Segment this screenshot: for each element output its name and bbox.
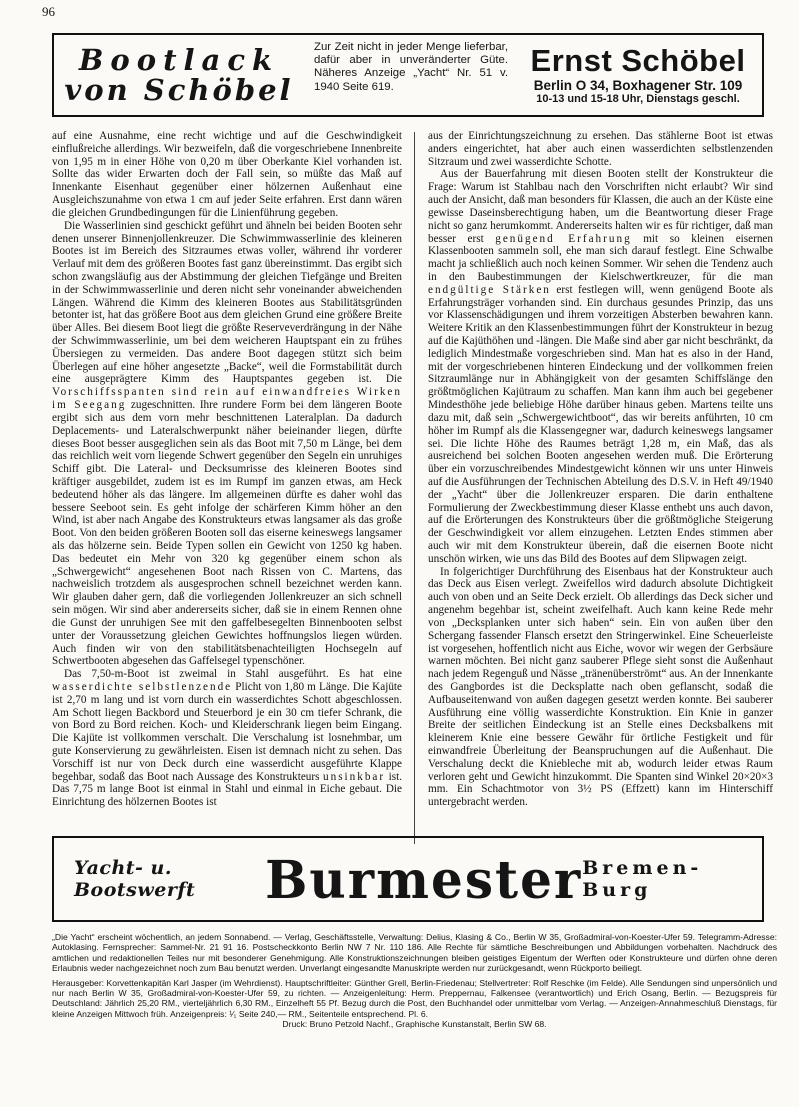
imprint	[52, 932, 777, 1030]
text-run: Das 7,50-m-Boot ist zweimal in Stahl ausgeführt. Es hat eine	[64, 668, 402, 681]
column-divider	[414, 132, 415, 844]
paragraph	[428, 168, 773, 565]
paragraph	[52, 220, 402, 668]
text-run: mit so kleinen eisernen Klassenbooten sammeln soll, ehe man sich darauf festlegt. Eine Schwalbe macht ja schließlich auch noch keinen Sommer. Wir sehen die Tendenz auch in den Baubestimmungen der Kielschwertkreuzer, für die man	[428, 232, 773, 283]
advert-hours: 10-13 und 15-18 Uhr, Dienstags geschl.	[536, 93, 740, 105]
text-run: erst festlegen will, wenn genügend Boote als Erfahrungsträger vorhanden sind. Ein durchaus gesundes Prinzip, das uns vor Klassenschädigungen und ihrem vorzeitigen Absterben bewahren kann. Weitere Kritik an den Klassenbestimmungen führt der Konstrukteur in bezug auf die Kajüthöhen und -längen. Die Maße sind aber gar nicht beschränkt, da lediglich Mindestmaße vorgeschrieben sind. Man hat es also in der Hand, mit der vorgeschriebenen hinteren Eindeckung und der vollkommen freien Sitzraumlänge nur in Abhängigkeit von der gesamten Schiffslänge den größtmöglichen Kajütraum zu schaffen. Man kann ihm auch bei gegebener Mindesthöhe jede beliebige Höhe darüber hinaus geben. Martens teilte uns dazu mit, daß sein „Schwergewichtboot“, das wir bereits anführten, 10 cm höher im Rumpf als die Klassengegner war, dadurch keineswegs langsamer sei. Die lichte Höhe des Raumes beträgt 1,28 m, ein Maß, das als ausreichend bei solchen Booten angesehen werden muß. Die Erörterung über ein vorzuschreibendes Mindestgewicht können wir uns unter Hinweis auf die Ausführungen der Technischen Abteilung des D.S.V. in Heft 49/1940 der „Yacht“ über die Jollenkreuzer ersparen. Die darin enthaltene Formulierung der Zweckbestimmung dieser Klasse enthebt uns auch davon, auf die Erörterungen des Konstrukteurs über die größtmögliche Steigerung der Geschwindigkeit vor allem einzugehen. Letzten Endes stimmen aber auch wir mit dem Konstrukteur überein, daß die eisernen Boote nicht unschön wirken, wie uns das Bild des Bootes auf dem Slipwagen zeigt.	[428, 283, 773, 565]
imprint-editors: Herausgeber: Korvettenkapitän Karl Jasper (im Wehrdienst). Hauptschriftleiter: Günther Grell, Berlin-Friedenau; Stellvertreter: Rolf Reschke (im Felde). Alle Sendungen sind unpersönlich und nur nach Berlin W 35, Großadmiral-von-Koester-Ufer 59, zu richten. — Anzeigenleitung: Herm. Preppernau, Falkensee (verantwortlich) und Erich Osang, Berlin. — Bezugspreis für Deutschland: Jährlich 25,20 RM., vierteljährlich 6,30 RM., Einzelheft 55 Pf. Bezug durch die Post, den Buchhandel oder unmittelbar vom Verlag. — Anzeigen-Annahmeschluß Dienstags, für kleine Anzeigen Mittwoch früh. Anzeigenpreis: ¹⁄₁ Seite 240,— RM., Seitenteile entsprechend. Pl. 6.	[52, 977, 777, 1019]
paragraph	[52, 668, 402, 809]
imprint-printer: Druck: Bruno Petzold Nachf., Graphische Kunstanstalt, Berlin SW 68.	[282, 1019, 547, 1030]
advert-yard-label: Yacht- u. Bootswerft	[74, 857, 196, 901]
advert-burmester	[52, 836, 764, 922]
paragraph: In folgerichtiger Durchführung des Eisenbaus hat der Konstrukteur auch das Deck aus Eisen verlegt. Zweifellos wird dadurch absolute Dichtigkeit auch von oben und an Seite Deck erzielt. Ob allerdings das Deck sicher und angenehm begehbar ist, scheint zweifelhaft. Auch kann keine Rede mehr von „Decksplanken unter sich haben“ sein. Ein von außen über den Schergang fassender Flansch ersetzt den Stringerwinkel. Eine Scheuerleiste ist vorgesehen, hoffentlich nicht aus Eiche, wovor wir wegen der Gerbsäure warnen möchten. Bei nicht ganz sauberer Pflege sieht sonst die Außenhaut nach jedem Regenguß und Nässe „tränenüberströmt“ aus. An der Innenkante des Gangbordes ist die Decksplatte nach oben geflanscht, sodaß die Aufbauseitenwand von außen dagegen gesetzt werden konnte. Bei sauberer Ausführung eine völlig wasserdichte Konstruktion. Ein Knie in ganzer Breite der seitlichen Eindeckung ist an Stelle eines Decksbalkens mit kleinerem Knie eine bessere Gewähr für örtliche Festigkeit und für einwandfreie Überleitung der Beanspruchungen auf die Außenhaut. Die Verschalung deckt die Kniebleche mit ab, wodurch leider etwas Raum verloren geht und Gewicht hinzukommt. Die Spanten sind Winkel 20×20×3 mm. Ein Schachtmotor von 3½ PS (Effzett) kann im Hinterschiff untergebracht werden.	[428, 565, 773, 809]
article-column-left	[52, 130, 402, 809]
spaced-text: unsinkbar	[323, 770, 386, 783]
page-number: 96	[42, 4, 55, 19]
advert-brand-line2: von Schöbel	[64, 73, 294, 107]
text-run: ist. Das 7,75 m lange Boot ist einmal in Stahl und einmal in Eiche gebaut. Die Einrichtung des hölzernen Bootes ist	[52, 770, 403, 809]
advert-company-block	[514, 35, 762, 115]
advert-brand	[54, 35, 304, 115]
advert-company-name: Ernst Schöbel	[530, 43, 746, 78]
text-run: Die Wasserlinien sind geschickt geführt und ähneln bei beiden Booten sehr denen unserer Binnenjollenkreuzer. Die Schwimmwasserlinie des kleineren Bootes ist im Bereich des Sitzraumes etwas voller, während ihr vorderer Verlauf mit dem des größeren Bootes fast ganz übereinstimmt. Das ergibt sich schon zwangsläufig aus der Abstimmung der gleichen Tiefgänge und Breiten in der Schwimmwasserlinie und deren nicht sehr voneinander abweichenden Längen. Während die Kimm des kleineren Bootes aus Stabilitätsgründen betonter ist, hat das größere Boot aus dem gleichen Grund eine größere Breite über Alles. Bei diesem Boot liegt die größte Reserveverdrängung in der Nähe der Schwimmwasserlinie, um bei dem weicheren Hauptspant ein zu frühes Übersiegen zu vermeiden. Das andere Boot dagegen stützt sich beim Überlegen auf eine höher angesetzte „Backe“, weil die Formstabilität durch eine ausgeprägtere Kimm des Hauptspantes gegeben ist. Die	[52, 219, 402, 386]
advert-address: Berlin O 34, Boxhagener Str. 109	[533, 78, 743, 93]
advert-yard-place: Bremen-Burg	[582, 857, 703, 901]
imprint-publisher: „Die Yacht“ erscheint wöchentlich, an jedem Sonnabend. — Verlag, Geschäftsstelle, Verwaltung: Delius, Klasing & Co., Berlin W 35, Großadmiral-von-Koester-Ufer 59. Telegramm-Adresse: Autoklasing. Fernsprecher: Sammel-Nr. 21 91 16. Postscheckkonto Berlin NW 7 Nr. 110 186. Alle Rechte für sämtliche Beschreibungen und Abbildungen vorbehalten. Nachdruck des amtlichen und redaktionellen Teiles nur mit besonderer Genehmigung. Alle Konstruktionszeichnungen bleiben geistiges Eigentum der Werften oder Konstrukteure und dürfen ohne deren Erlaubnis weder nachgezeichnet noch zum Bau benutzt werden. Unverlangt eingesandte Manuskripte werden nur zurückgesandt, wenn Rückporto beiliegt.	[52, 932, 777, 974]
paragraph: aus der Einrichtungszeichnung zu ersehen. Das stählerne Boot ist etwas anders eingerichtet, hat aber auch einen wasserdichten selbstlenzenden Sitzraum und zwei wasserdichte Schotte.	[428, 130, 773, 168]
article-column-right	[428, 130, 773, 809]
spaced-text: Vorschiffsspanten sind rein auf einwandfreies Wirken im Seegang	[52, 386, 402, 412]
advert-text: Zur Zeit nicht in jeder Menge lieferbar, dafür aber in unveränderter Güte. Näheres Anzeige „Yacht“ Nr. 51 v. 1940 Seite 619.	[314, 41, 508, 93]
advert-schoebel	[52, 33, 764, 117]
advert-brand-line1: Bootlack	[78, 43, 280, 77]
text-run: Plicht von 1,80 m Länge. Die Kajüte ist 2,70 m lang und ist vorn durch ein wasserdichtes Schott abgeschlossen. Am Schott liegen Backbord und Steuerbord je ein 30 cm tiefer Schrank, die von Bord zu Bord reichen. Koch- und Kleiderschrank liegen beim Eingang. Die Kajüte ist vollkommen verschalt. Die Verschalung ist losnehmbar, um gute Konservierung zu gewährleisten. Eisen ist demnach nicht zu sehen. Das Vorschiff ist nur von Deck durch eine wasserdicht ausgeführte Klappe begehbar, sodaß das Boot nach Aussage des Konstrukteurs	[52, 680, 403, 783]
text-run: Aus der Bauerfahrung mit diesen Booten stellt der Konstrukteur die Frage: Warum ist Stahlbau nach den Vorschriften nicht erlaubt? Wir sind auch der Ansicht, daß man besonders für Klassen, die auch an der Küste eine gewisse Daseinsberechtigung haben, um die Beantwortung dieser Frage nicht so ganz herumkommt. Andererseits halten wir es für richtiger, daß man besser erst	[428, 168, 773, 245]
spaced-text: wasserdichte selbstlenzende	[52, 680, 233, 693]
spaced-text: genügend Erfahrung	[495, 232, 632, 245]
spaced-text: endgültige Stärken	[428, 283, 551, 296]
advert-yard-name: Burmester	[265, 848, 583, 910]
paragraph: auf eine Ausnahme, eine recht wichtige und auf die Geschwindigkeit einflußreiche allerdings. Wir bezweifeln, daß die vorgeschriebene Innenbreite von 1,95 m in einer Höhe von 0,20 m über Oberkante Kiel vorhanden ist. Sollte das wider Erwarten doch der Fall sein, so müßte das Maß auf Innenkante Eisenhaut gegenüber einer hölzernen Außenhaut eine Ausgleichszunahme von etwa 1 cm auf jeder Seite erfahren. Erst dann wären die gleichen Grundbedingungen für die Linienführung gegeben.	[52, 130, 402, 219]
text-run: zugeschnitten. Ihre rundere Form bei dem längeren Boote ergibt sich aus dem vorn mehr beschnittenen Lateralplan. Da dadurch Deplacements- und Lateralschwerpunkt näher beieinander liegen, dürfte dieses Boot besser ausgeglichen sein als das Boot mit 7,50 m Länge, bei dem das reichlich weit vorn liegende Schwert gegenüber den Segeln ein unruhiges Schiff gibt. Die Lateral- und Decksumrisse des kleineren Bootes sind kräftiger ausgebildet, zudem ist es im Rumpf im ganzen etwas, am Heck bedeutend höher als das längere. Im allgemeinen dürfte es daher wohl das bessere Seeboot sein. Es geht infolge der schärferen Kimm höher an den Wind, ist aber nach Angabe des Konstrukteurs etwas langsamer als das große Boot. Von den beiden größeren Booten soll das eiserne keineswegs langsamer als das hölzerne sein. Beide Typen sollen ein Gewicht von 1250 kg haben. Das bedeutet ein Mehr von 320 kg gegenüber einem schon als „Schwergewicht“ angesehenen Boot nach Rissen von C. Martens, das nachweislich trotzdem als ausgesprochen schnell bezeichnet werden kann. Wir glauben daher gern, daß die vorliegenden Jollenkreuzer an sich schnell sein mögen. Wir sind aber andererseits sicher, daß sie in einem Rennen ohne die Gunst der unruhigen See mit den gaffelbesegelten Binnenbooten selbst unter der Voraussetzung gleichen Gewichtes hoffnungslos liegen würden. Auch finden wir von den stabilitätsbenachteiligten Hochsegeln auf Schwertbooten abgesehen das Gaffelsegel typenschöner.	[52, 399, 403, 668]
